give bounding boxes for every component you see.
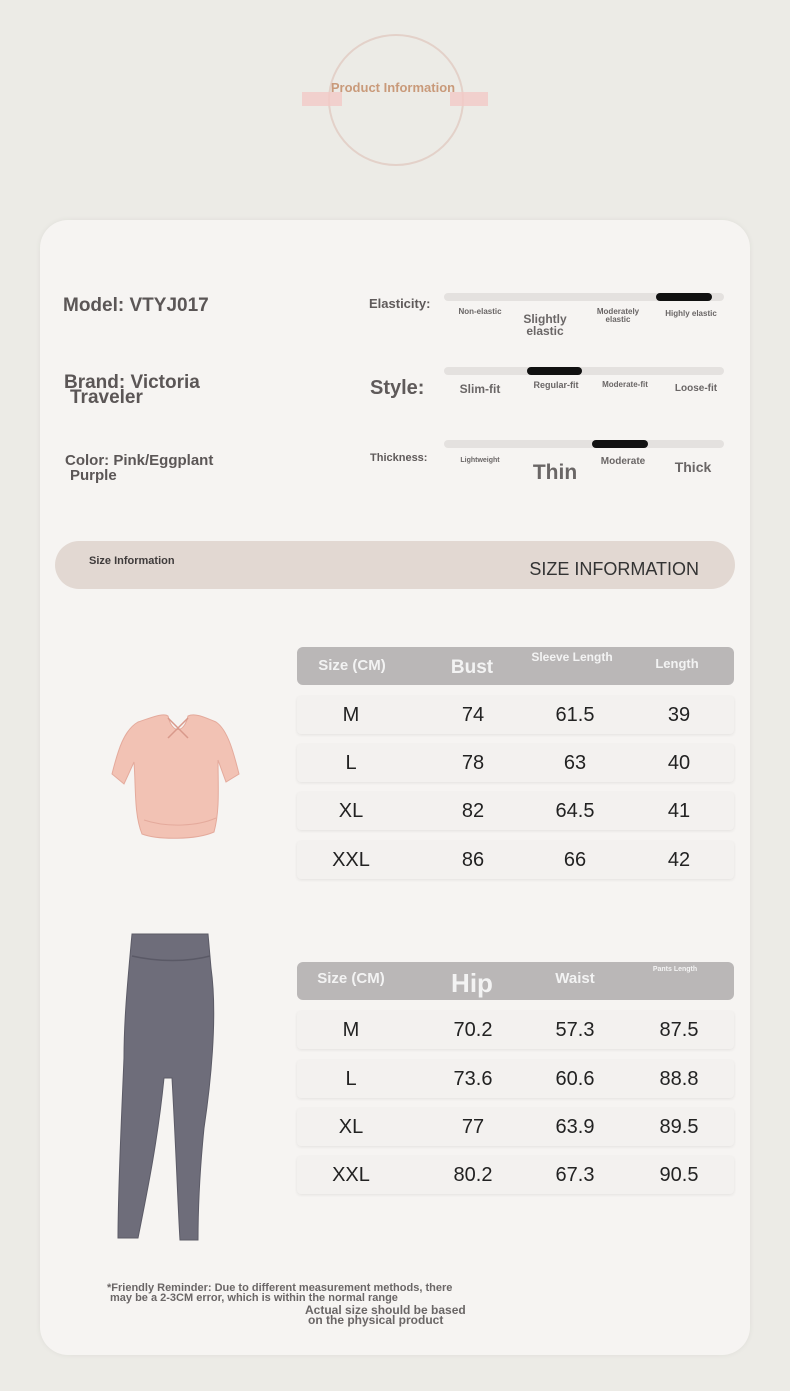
table-row [297,1108,734,1146]
style-option-moderate-fit: Moderate-fit [602,380,648,389]
size-cell: XXL [332,1164,370,1186]
waist-cell: 60.6 [555,1068,595,1090]
brand-label-line2: Traveler [70,387,143,408]
elasticity-option-moderately-elastic: Moderately elastic [596,307,640,324]
bust-cell: 82 [461,800,485,822]
size-cell: XL [338,800,364,822]
waist-cell: 57.3 [555,1019,595,1041]
style-label: Style: [370,377,425,399]
thickness-option-thick: Thick [674,459,712,475]
top-garment-body [112,715,239,838]
thickness-label: Thickness: [370,452,428,464]
pants-table-header [297,962,734,1000]
reminder-line-3: Actual size should be based [305,1303,466,1317]
pants-header-pants-length: Pants Length [652,966,698,973]
elasticity-option-highly-elastic: Highly elastic [665,309,717,318]
style-option-loose-fit: Loose-fit [674,383,718,394]
waist-cell: 67.3 [555,1164,595,1186]
product-card [40,220,750,1355]
top-header-length: Length [655,656,699,671]
bust-cell: 74 [461,704,485,726]
top-table-header [297,647,734,685]
style-option-slim-fit: Slim-fit [459,382,501,396]
waist-cell: 63.9 [555,1116,595,1138]
table-row [297,1060,734,1098]
table-row [297,744,734,782]
pants-length-cell: 89.5 [659,1116,699,1138]
pants-garment-image [108,928,228,1246]
model-label: Model: VTYJ017 [63,295,209,316]
header-circle [328,34,464,166]
brand-label-line1: Brand: Victoria [64,372,200,393]
elasticity-option-slightly-elastic: Slightly elastic [523,312,567,338]
pants-length-cell: 90.5 [659,1164,699,1186]
color-label-line1: Color: Pink/Eggplant [65,452,214,469]
reminder-line-2: may be a 2-3CM error, which is within the normal range [110,1292,398,1304]
elasticity-indicator [656,293,712,301]
table-row [297,696,734,734]
header-title: Product Information [330,80,456,95]
style-track [444,367,724,375]
hip-cell: 80.2 [453,1164,493,1186]
reminder-line-4: on the physical product [308,1313,444,1327]
size-cell: M [342,1019,360,1041]
thickness-option-thin: Thin [532,461,578,484]
pants-header-size: Size (CM) [317,970,385,987]
thickness-option-lightweight: Lightweight [460,457,500,464]
top-header-bust: Bust [450,657,494,678]
sleeve-length-cell: 64.5 [555,800,595,822]
table-row [297,1011,734,1049]
length-cell: 39 [667,704,691,726]
elasticity-track [444,293,724,301]
style-option-regular-fit: Regular-fit [533,380,579,390]
size-cell: XXL [332,849,370,871]
color-label-line2: Purple [70,467,117,484]
hip-cell: 77 [461,1116,485,1138]
hip-cell: 73.6 [453,1068,493,1090]
size-information-banner [55,541,735,589]
size-cell: XL [338,1116,364,1138]
table-row [297,1156,734,1194]
style-indicator [527,367,582,375]
sleeve-length-cell: 63 [563,752,587,774]
sleeve-length-cell: 66 [563,849,587,871]
pants-garment-body [118,934,214,1240]
size-cell: L [345,752,357,774]
pants-header-waist: Waist [555,970,595,987]
size-info-small-label: Size Information [89,555,175,567]
sleeve-length-cell: 61.5 [555,704,595,726]
top-header-sleeve-length: Sleeve Length [531,650,613,664]
table-row [297,841,734,879]
table-row [297,792,734,830]
elasticity-label: Elasticity: [369,296,431,311]
bust-cell: 86 [461,849,485,871]
top-garment-image [108,710,244,842]
size-info-title: SIZE INFORMATION [529,559,699,579]
length-cell: 42 [667,849,691,871]
reminder-line-1: *Friendly Reminder: Due to different measurement methods, there [107,1282,453,1294]
length-cell: 40 [667,752,691,774]
thickness-track [444,440,724,448]
thickness-indicator [592,440,648,448]
size-cell: L [345,1068,357,1090]
elasticity-option-non-elastic: Non-elastic [458,307,502,316]
pants-length-cell: 87.5 [659,1019,699,1041]
bust-cell: 78 [461,752,485,774]
size-cell: M [342,704,360,726]
thickness-option-moderate: Moderate [600,456,646,467]
pants-length-cell: 88.8 [659,1068,699,1090]
length-cell: 41 [667,800,691,822]
top-header-size: Size (CM) [318,657,386,674]
pants-header-hip: Hip [451,968,493,998]
hip-cell: 70.2 [453,1019,493,1041]
